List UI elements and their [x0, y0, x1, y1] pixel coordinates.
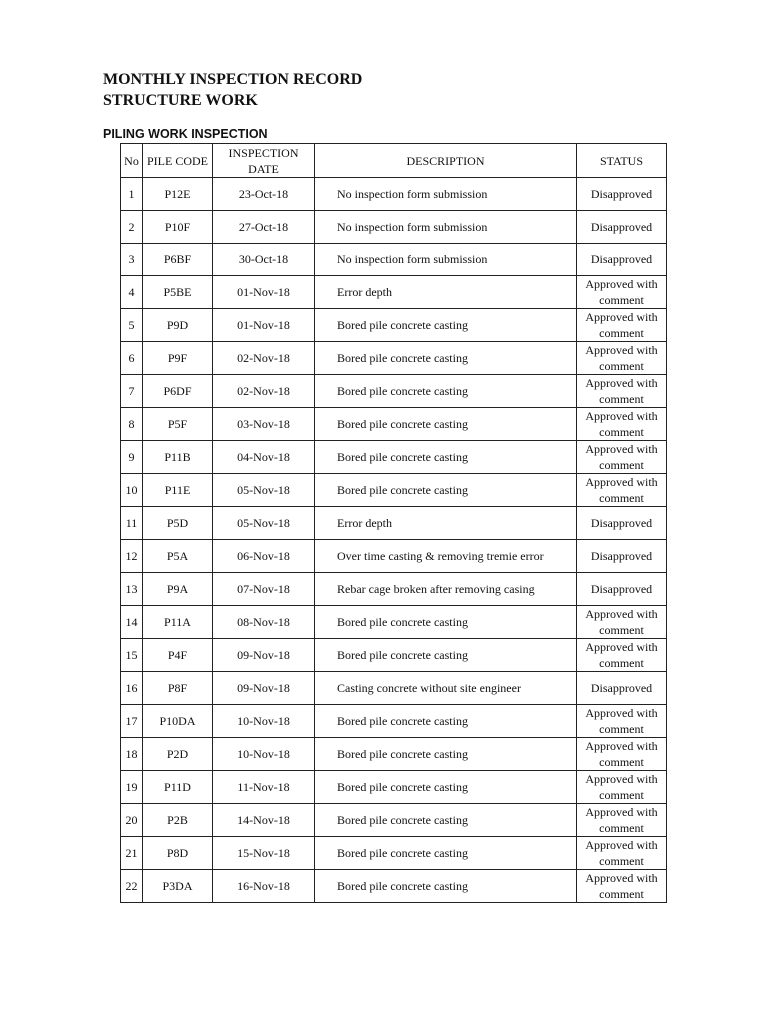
- row-description-cell: Bored pile concrete casting: [315, 342, 577, 375]
- row-no-cell: 3: [121, 243, 143, 276]
- row-no-cell: 21: [121, 836, 143, 869]
- row-status-cell: Disapproved: [577, 507, 667, 540]
- row-status-cell: Approved with comment: [577, 309, 667, 342]
- row-no-cell: 4: [121, 276, 143, 309]
- row-no-cell: 17: [121, 704, 143, 737]
- section-title: PILING WORK INSPECTION: [103, 127, 268, 141]
- table-row: [121, 276, 667, 309]
- row-description-cell: Bored pile concrete casting: [315, 474, 577, 507]
- table-row: [121, 441, 667, 474]
- table-row: [121, 474, 667, 507]
- row-description-cell: Error depth: [315, 276, 577, 309]
- row-description-cell: Bored pile concrete casting: [315, 737, 577, 770]
- row-date-cell: 07-Nov-18: [213, 572, 315, 605]
- row-no-cell: 19: [121, 770, 143, 803]
- row-status-cell: Approved with comment: [577, 474, 667, 507]
- row-date-cell: 02-Nov-18: [213, 375, 315, 408]
- row-status-cell: Disapproved: [577, 210, 667, 243]
- header-no: No: [121, 144, 143, 178]
- table-row: [121, 342, 667, 375]
- row-pile-code-cell: P6DF: [143, 375, 213, 408]
- row-pile-code-cell: P9D: [143, 309, 213, 342]
- row-no-cell: 9: [121, 441, 143, 474]
- row-description-cell: Bored pile concrete casting: [315, 605, 577, 638]
- row-date-cell: 30-Oct-18: [213, 243, 315, 276]
- row-pile-code-cell: P12E: [143, 178, 213, 211]
- row-pile-code-cell: P5D: [143, 507, 213, 540]
- row-status-cell: Disapproved: [577, 572, 667, 605]
- row-pile-code-cell: P11D: [143, 770, 213, 803]
- header-row: [121, 144, 667, 178]
- row-status-cell: Approved with comment: [577, 441, 667, 474]
- row-pile-code-cell: P9A: [143, 572, 213, 605]
- table-row: [121, 770, 667, 803]
- row-status-cell: Approved with comment: [577, 375, 667, 408]
- row-no-cell: 1: [121, 178, 143, 211]
- row-status-cell: Disapproved: [577, 178, 667, 211]
- row-date-cell: 09-Nov-18: [213, 671, 315, 704]
- table-row: [121, 178, 667, 211]
- row-status-cell: Approved with comment: [577, 770, 667, 803]
- row-pile-code-cell: P5A: [143, 540, 213, 573]
- table-row: [121, 638, 667, 671]
- row-status-cell: Approved with comment: [577, 276, 667, 309]
- row-no-cell: 14: [121, 605, 143, 638]
- row-description-cell: Bored pile concrete casting: [315, 638, 577, 671]
- row-pile-code-cell: P3DA: [143, 869, 213, 902]
- row-status-cell: Approved with comment: [577, 638, 667, 671]
- row-pile-code-cell: P10F: [143, 210, 213, 243]
- row-date-cell: 06-Nov-18: [213, 540, 315, 573]
- table-header: [121, 144, 667, 178]
- row-description-cell: Bored pile concrete casting: [315, 836, 577, 869]
- row-description-cell: Bored pile concrete casting: [315, 803, 577, 836]
- document-title: MONTHLY INSPECTION RECORD: [103, 71, 363, 88]
- row-pile-code-cell: P11E: [143, 474, 213, 507]
- row-description-cell: Bored pile concrete casting: [315, 309, 577, 342]
- document-subtitle: STRUCTURE WORK: [103, 92, 258, 109]
- row-description-cell: No inspection form submission: [315, 243, 577, 276]
- table-row: [121, 507, 667, 540]
- row-description-cell: No inspection form submission: [315, 178, 577, 211]
- row-no-cell: 18: [121, 737, 143, 770]
- row-status-cell: Approved with comment: [577, 342, 667, 375]
- table-row: [121, 210, 667, 243]
- row-status-cell: Approved with comment: [577, 737, 667, 770]
- table-row: [121, 408, 667, 441]
- row-no-cell: 6: [121, 342, 143, 375]
- row-date-cell: 15-Nov-18: [213, 836, 315, 869]
- row-status-cell: Approved with comment: [577, 408, 667, 441]
- row-no-cell: 16: [121, 671, 143, 704]
- header-pile-code: PILE CODE: [143, 144, 213, 178]
- row-date-cell: 03-Nov-18: [213, 408, 315, 441]
- row-description-cell: Rebar cage broken after removing casing: [315, 572, 577, 605]
- row-pile-code-cell: P8D: [143, 836, 213, 869]
- table-row: [121, 375, 667, 408]
- row-status-cell: Approved with comment: [577, 605, 667, 638]
- row-no-cell: 12: [121, 540, 143, 573]
- table-row: [121, 704, 667, 737]
- table-row: [121, 869, 667, 902]
- row-pile-code-cell: P5F: [143, 408, 213, 441]
- row-status-cell: Disapproved: [577, 671, 667, 704]
- row-date-cell: 16-Nov-18: [213, 869, 315, 902]
- row-status-cell: Disapproved: [577, 540, 667, 573]
- row-date-cell: 08-Nov-18: [213, 605, 315, 638]
- row-description-cell: Bored pile concrete casting: [315, 704, 577, 737]
- table-row: [121, 243, 667, 276]
- table-row: [121, 605, 667, 638]
- row-date-cell: 01-Nov-18: [213, 276, 315, 309]
- row-description-cell: Bored pile concrete casting: [315, 375, 577, 408]
- header-status: STATUS: [577, 144, 667, 178]
- row-date-cell: 14-Nov-18: [213, 803, 315, 836]
- table-body: [121, 178, 667, 903]
- row-status-cell: Approved with comment: [577, 803, 667, 836]
- table-row: [121, 803, 667, 836]
- row-no-cell: 15: [121, 638, 143, 671]
- row-no-cell: 22: [121, 869, 143, 902]
- row-pile-code-cell: P11A: [143, 605, 213, 638]
- row-date-cell: 04-Nov-18: [213, 441, 315, 474]
- row-date-cell: 11-Nov-18: [213, 770, 315, 803]
- row-description-cell: Over time casting & removing tremie error: [315, 540, 577, 573]
- row-date-cell: 09-Nov-18: [213, 638, 315, 671]
- row-date-cell: 10-Nov-18: [213, 737, 315, 770]
- table-row: [121, 540, 667, 573]
- row-description-cell: Casting concrete without site engineer: [315, 671, 577, 704]
- header-description: DESCRIPTION: [315, 144, 577, 178]
- table-row: [121, 836, 667, 869]
- row-no-cell: 8: [121, 408, 143, 441]
- row-pile-code-cell: P4F: [143, 638, 213, 671]
- row-no-cell: 2: [121, 210, 143, 243]
- row-date-cell: 01-Nov-18: [213, 309, 315, 342]
- row-date-cell: 27-Oct-18: [213, 210, 315, 243]
- row-no-cell: 20: [121, 803, 143, 836]
- row-pile-code-cell: P9F: [143, 342, 213, 375]
- row-pile-code-cell: P8F: [143, 671, 213, 704]
- row-pile-code-cell: P5BE: [143, 276, 213, 309]
- row-description-cell: Bored pile concrete casting: [315, 408, 577, 441]
- row-date-cell: 05-Nov-18: [213, 507, 315, 540]
- row-no-cell: 7: [121, 375, 143, 408]
- table-row: [121, 737, 667, 770]
- row-status-cell: Disapproved: [577, 243, 667, 276]
- row-date-cell: 02-Nov-18: [213, 342, 315, 375]
- row-pile-code-cell: P10DA: [143, 704, 213, 737]
- row-description-cell: No inspection form submission: [315, 210, 577, 243]
- row-pile-code-cell: P2B: [143, 803, 213, 836]
- row-pile-code-cell: P6BF: [143, 243, 213, 276]
- row-no-cell: 5: [121, 309, 143, 342]
- row-no-cell: 13: [121, 572, 143, 605]
- row-date-cell: 10-Nov-18: [213, 704, 315, 737]
- header-inspection-date: INSPECTION DATE: [213, 144, 315, 178]
- inspection-table: [120, 143, 667, 903]
- row-description-cell: Bored pile concrete casting: [315, 869, 577, 902]
- row-status-cell: Approved with comment: [577, 869, 667, 902]
- row-status-cell: Approved with comment: [577, 836, 667, 869]
- row-no-cell: 10: [121, 474, 143, 507]
- table-row: [121, 671, 667, 704]
- table-row: [121, 572, 667, 605]
- row-description-cell: Bored pile concrete casting: [315, 441, 577, 474]
- row-pile-code-cell: P11B: [143, 441, 213, 474]
- row-date-cell: 23-Oct-18: [213, 178, 315, 211]
- row-pile-code-cell: P2D: [143, 737, 213, 770]
- row-no-cell: 11: [121, 507, 143, 540]
- row-date-cell: 05-Nov-18: [213, 474, 315, 507]
- row-description-cell: Bored pile concrete casting: [315, 770, 577, 803]
- table-row: [121, 309, 667, 342]
- row-description-cell: Error depth: [315, 507, 577, 540]
- row-status-cell: Approved with comment: [577, 704, 667, 737]
